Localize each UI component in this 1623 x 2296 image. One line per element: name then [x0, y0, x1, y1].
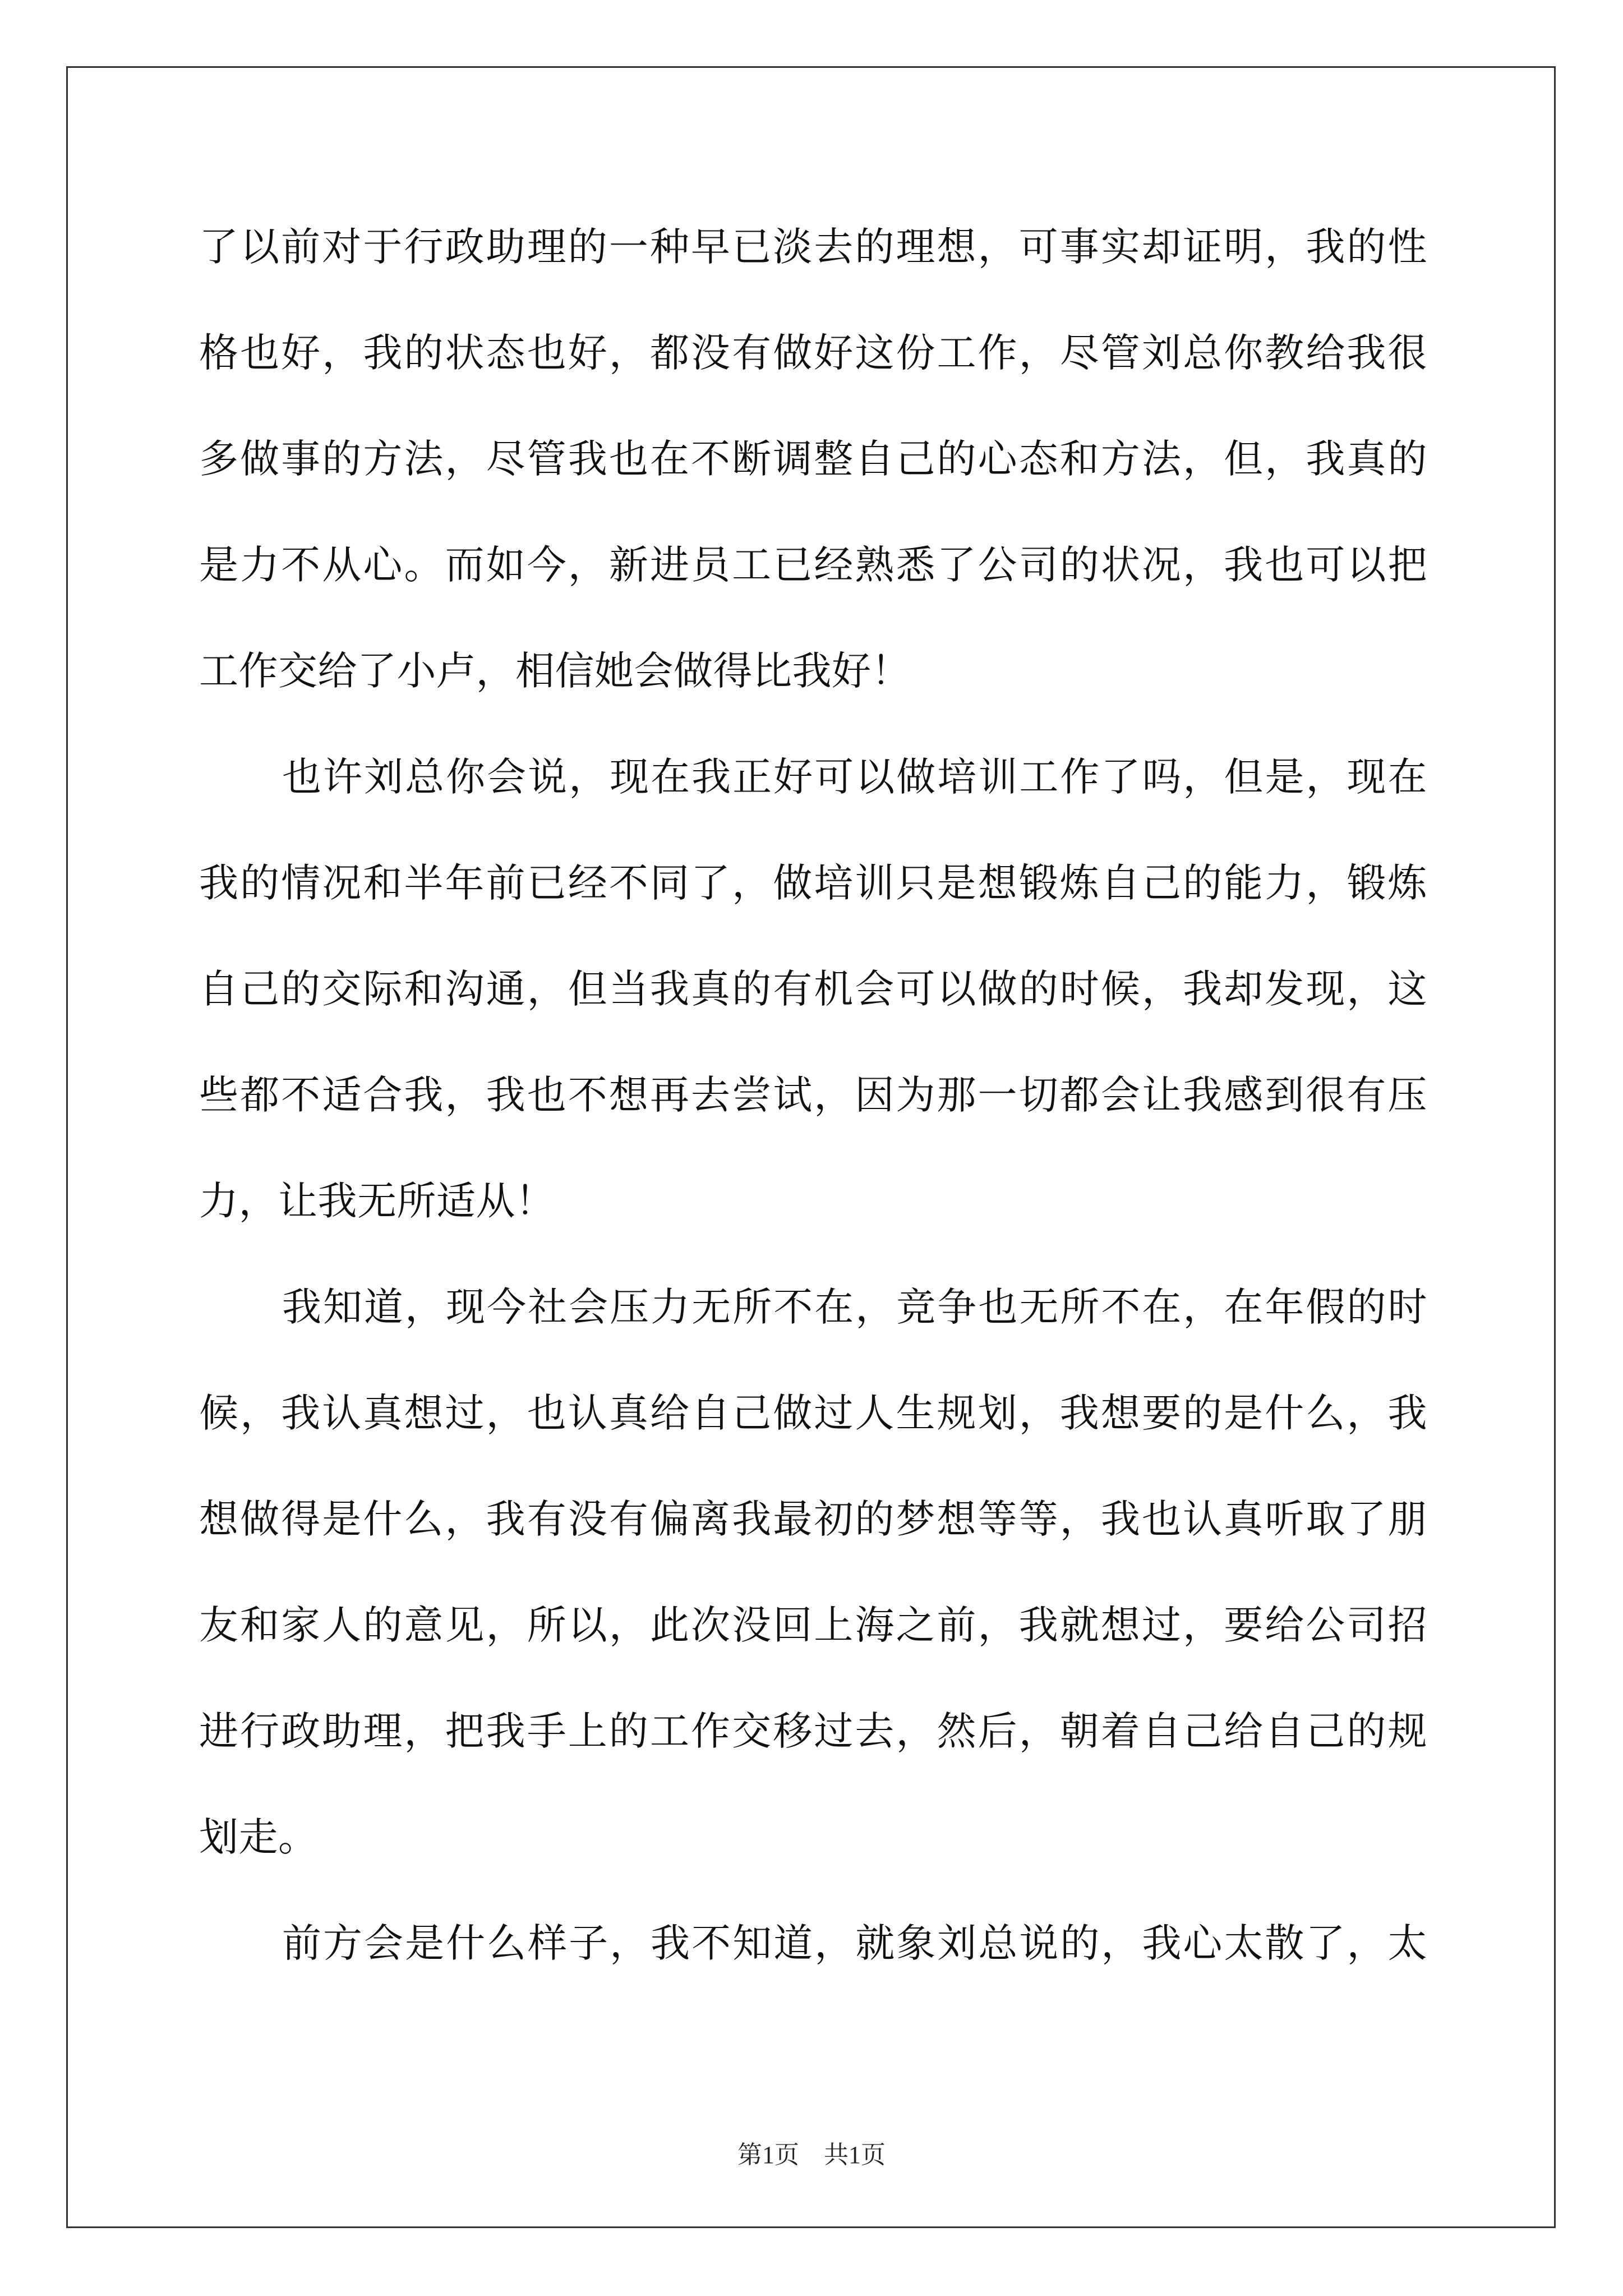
text-line: 了以前对于行政助理的一种早已淡去的理想，可事实却证明，我的性 [199, 224, 1427, 270]
text-line: 友和家人的意见，所以，此次没回上海之前，我就想过，要给公司招 [199, 1602, 1427, 1648]
text-line: 候，我认真想过，也认真给自己做过人生规划，我想要的是什么，我 [199, 1390, 1427, 1436]
text-line: 是力不从心。而如今，新进员工已经熟悉了公司的状况，我也可以把 [199, 542, 1427, 588]
text-line: 进行政助理，把我手上的工作交移过去，然后，朝着自己给自己的规 [199, 1708, 1427, 1754]
text-line: 自己的交际和沟通，但当我真的有机会可以做的时候，我却发现，这 [199, 966, 1427, 1012]
text-line: 力，让我无所适从！ [199, 1178, 555, 1224]
page-number: 第1页 [737, 2141, 799, 2169]
text-line: 划走。 [199, 1814, 318, 1860]
paragraph-first-line: 我知道，现今社会压力无所不在，竞争也无所不在，在年假的时 [282, 1284, 1427, 1330]
paragraph-first-line: 前方会是什么样子，我不知道，就象刘总说的，我心太散了，太 [282, 1920, 1427, 1966]
text-line: 我的情况和半年前已经不同了，做培训只是想锻炼自己的能力，锻炼 [199, 860, 1427, 906]
page-total: 共1页 [824, 2141, 886, 2169]
text-line: 多做事的方法，尽管我也在不断调整自己的心态和方法，但，我真的 [199, 436, 1427, 482]
page-footer [0, 2134, 1623, 2170]
paragraph-first-line: 也许刘总你会说，现在我正好可以做培训工作了吗，但是，现在 [282, 754, 1427, 800]
text-line: 工作交给了小卢，相信她会做得比我好！ [199, 648, 911, 694]
text-line: 格也好，我的状态也好，都没有做好这份工作，尽管刘总你教给我很 [199, 330, 1427, 376]
page-border [66, 66, 1556, 2228]
text-line: 想做得是什么，我有没有偏离我最初的梦想等等，我也认真听取了朋 [199, 1496, 1427, 1542]
text-line: 些都不适合我，我也不想再去尝试，因为那一切都会让我感到很有压 [199, 1072, 1427, 1118]
